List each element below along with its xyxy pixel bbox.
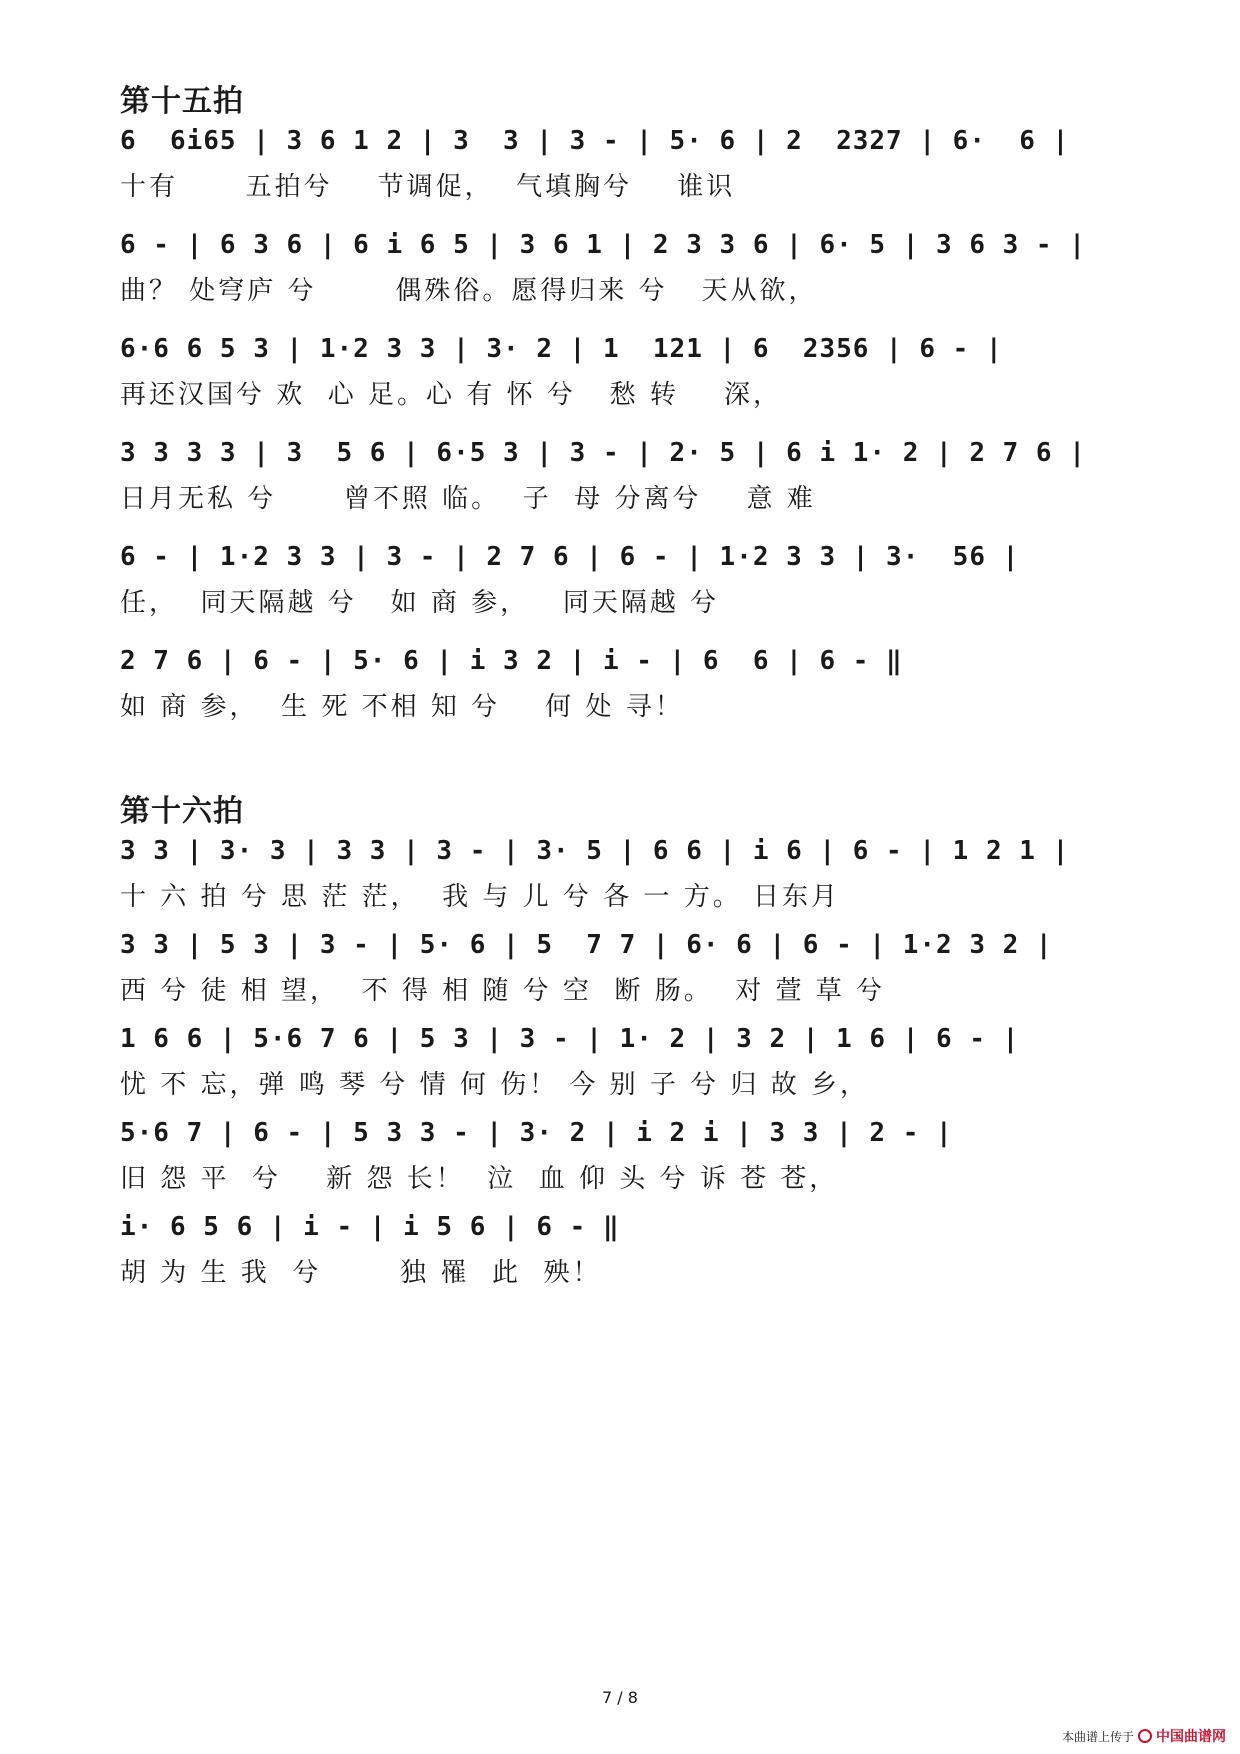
lyrics-line: 如 商 参， 生 死 不相 知 兮 何 处 寻！ xyxy=(120,692,684,722)
footer-text: 本曲谱上传于 xyxy=(1061,1729,1134,1744)
notation-line: 6 6i65 | 3 6 1 2 | 3 3 | 3 - | 5· 6 | 2 2327 | 6· 6 | xyxy=(120,126,1070,156)
notation-line: 6 - | 6 3 6 | 6 i 6 5 | 3 6 1 | 2 3 3 6 | 6· 5 | 3 6 3 - | xyxy=(120,230,1086,260)
lyrics-line: 西 兮 徒 相 望， 不 得 相 随 兮 空 断 肠。 对 萱 草 兮 xyxy=(120,976,886,1006)
lyrics-line: 十 六 拍 兮 思 茫 茫， 我 与 儿 兮 各 一 方。 日东月 xyxy=(120,882,840,912)
notation-line: 5·6 7 | 6 - | 5 3 3 - | 3· 2 | i 2 i | 3 3 | 2 - | xyxy=(120,1118,953,1148)
footer-brand: 中国曲谱网 xyxy=(1156,1729,1226,1745)
notation-line: i· 6 5 6 | i - | i 5 6 | 6 - ‖ xyxy=(120,1212,620,1242)
page-number: 7 / 8 xyxy=(602,1688,638,1707)
notation-line: 6·6 6 5 3 | 1·2 3 3 | 3· 2 | 1 121 | 6 2356 | 6 - | xyxy=(120,334,1003,364)
lyrics-line: 日月无私 兮 曾不照 临。 子 母 分离兮 意 难 xyxy=(120,484,816,514)
lyrics-line: 胡 为 生 我 兮 独 罹 此 殃！ xyxy=(120,1258,602,1288)
site-logo-icon xyxy=(1138,1729,1152,1743)
footer xyxy=(1062,1726,1226,1746)
notation-line: 3 3 3 3 | 3 5 6 | 6·5 3 | 3 - | 2· 5 | 6 i 1· 2 | 2 7 6 | xyxy=(120,438,1086,468)
notation-line: 3 3 | 5 3 | 3 - | 5· 6 | 5 7 7 | 6· 6 | 6 - | 1·2 3 2 | xyxy=(120,930,1053,960)
notation-line: 3 3 | 3· 3 | 3 3 | 3 - | 3· 5 | 6 6 | i 6 | 6 - | 1 2 1 | xyxy=(120,836,1070,866)
lyrics-line: 任， 同天隔越 兮 如 商 参， 同天隔越 兮 xyxy=(120,588,720,618)
lyrics-line: 曲？ 处穹庐 兮 偶殊俗。愿得归来 兮 天从欲， xyxy=(120,276,818,306)
notation-line: 1 6 6 | 5·6 7 6 | 5 3 | 3 - | 1· 2 | 3 2 | 1 6 | 6 - | xyxy=(120,1024,1020,1054)
section-title: 第十六拍 xyxy=(120,794,244,829)
lyrics-line: 十有 五拍兮 节调促， 气填胸兮 谁识 xyxy=(120,172,736,202)
notation-line: 2 7 6 | 6 - | 5· 6 | i 3 2 | i - | 6 6 | 6 - ‖ xyxy=(120,646,903,676)
lyrics-line: 再还汉国兮 欢 心 足。心 有 怀 兮 愁 转 深， xyxy=(120,380,782,410)
section-title: 第十五拍 xyxy=(120,84,244,119)
notation-line: 6 - | 1·2 3 3 | 3 - | 2 7 6 | 6 - | 1·2 3 3 | 3· 56 | xyxy=(120,542,1020,572)
lyrics-line: 忧 不 忘，弹 鸣 琴 兮 情 何 伤！ 今 别 子 兮 归 故 乡， xyxy=(120,1070,869,1100)
lyrics-line: 旧 怨 平 兮 新 怨 长！ 泣 血 仰 头 兮 诉 苍 苍， xyxy=(120,1164,839,1194)
